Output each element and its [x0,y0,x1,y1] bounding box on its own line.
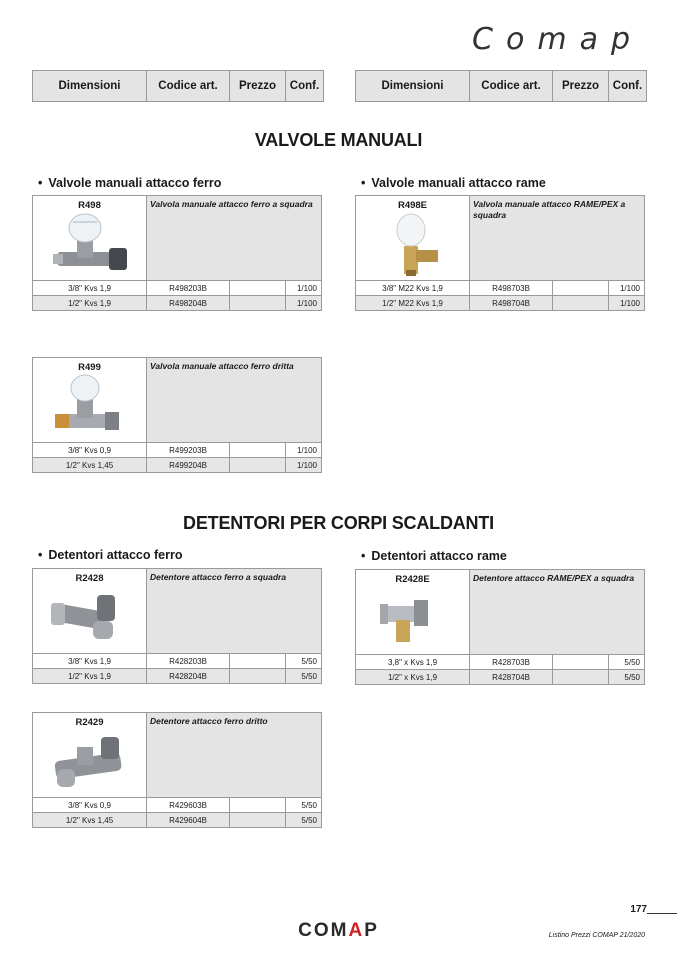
header-prezzo: Prezzo [553,71,609,101]
cell-conf: 5/50 [301,815,317,825]
cell-prezzo [230,443,286,457]
table-row [33,798,321,813]
cell-prezzo [553,281,609,295]
product-description: Detentore attacco RAME/PEX a squadra [470,570,644,654]
table-row [33,296,321,310]
cell-codice: R428204B [147,669,230,683]
section-title-detentori: DETENTORI PER CORPI SCALDANTI [183,513,494,533]
cell-codice: R429603B [147,798,230,812]
bullet-valvole-ferro: • Valvole manuali attacco ferro [38,176,222,190]
footer-note: Listino Prezzi COMAP 21/2020 [548,932,645,939]
product-code: R2429 [75,717,104,728]
page-number-rule [647,913,677,914]
table-row [356,655,644,670]
table-row [33,654,321,669]
cell-codice: R498704B [470,296,553,310]
cell-codice: R428704B [470,670,553,684]
table-row [33,813,321,827]
product-image-cell [33,713,147,797]
product-image-cell [33,569,147,653]
card-top [33,196,321,281]
card-top [33,713,321,798]
cell-dimensione: 1/2" Kvs 1,9 [33,296,147,310]
cell-codice: R428703B [470,655,553,669]
cell-dimensione: 3/8" Kvs 0,9 [33,798,147,812]
product-code: R498E [397,200,428,211]
product-card-r498e [355,195,645,311]
brand-header: Comap [472,22,643,57]
card-top [33,569,321,654]
product-card-r2429 [32,712,322,828]
cell-dimensione: 1/2" Kvs 1,45 [33,458,147,472]
table-row [356,281,644,296]
cell-conf: 1/100 [296,298,317,308]
cell-prezzo [230,296,286,310]
card-top [33,358,321,443]
cell-conf: 5/50 [301,656,317,666]
table-row [356,296,644,310]
product-image-cell [356,196,470,280]
section-title-valvole: VALVOLE MANUALI [254,130,423,150]
cell-conf: 5/50 [624,657,640,667]
cell-prezzo [230,654,286,668]
header-dimensioni: Dimensioni [356,71,470,101]
product-image-cell [356,570,470,654]
cell-codice: R498703B [470,281,553,295]
table-header-left [32,70,324,102]
cell-dimensione: 3/8" M22 Kvs 1,9 [356,281,470,295]
bullet-detentori-rame: • Detentori attacco rame [361,549,507,563]
cell-codice: R499203B [147,443,230,457]
cell-dimensione: 3,8" x Kvs 1,9 [356,655,470,669]
cell-prezzo [553,670,609,684]
product-image-cell [33,358,147,442]
product-image-cell [33,196,147,280]
cell-conf: 1/100 [296,460,317,470]
bullet-valvole-rame: • Valvole manuali attacco rame [361,176,546,190]
cell-prezzo [230,669,286,683]
cell-codice: R498204B [147,296,230,310]
header-conf: Conf. [289,80,320,92]
cell-conf: 1/100 [296,283,317,293]
cell-prezzo [230,813,286,827]
cell-codice: R429604B [147,813,230,827]
cell-conf: 1/100 [619,298,640,308]
product-code: R498 [78,200,101,211]
cell-prezzo [230,281,286,295]
cell-prezzo [553,655,609,669]
cell-prezzo [553,296,609,310]
product-description: Valvola manuale attacco ferro a squadra [147,196,321,280]
table-header-right [355,70,647,102]
product-code: R2428E [395,574,430,585]
table-row [33,458,321,472]
header-conf: Conf. [612,80,643,92]
cell-conf: 5/50 [301,800,317,810]
cell-conf: 1/100 [296,445,317,455]
product-description: Valvola manuale attacco ferro dritta [147,358,321,442]
cell-dimensione: 1/2" Kvs 1,45 [33,813,147,827]
product-card-r2428 [32,568,322,684]
table-row [33,443,321,458]
product-card-r499 [32,357,322,473]
table-row [356,670,644,684]
cell-dimensione: 3/8" Kvs 0,9 [33,443,147,457]
cell-codice: R428203B [147,654,230,668]
product-card-r498 [32,195,322,311]
product-card-r2428e [355,569,645,685]
cell-dimensione: 3/8" Kvs 1,9 [33,281,147,295]
cell-prezzo [230,798,286,812]
header-dimensioni: Dimensioni [33,71,147,101]
cell-dimensione: 1/2" M22 Kvs 1,9 [356,296,470,310]
cell-dimensione: 3/8" Kvs 1,9 [33,654,147,668]
cell-dimensione: 1/2" x Kvs 1,9 [356,670,470,684]
cell-codice: R499204B [147,458,230,472]
page-number: 177 [630,904,647,915]
cell-conf: 5/50 [301,671,317,681]
cell-codice: R498203B [147,281,230,295]
table-row [33,669,321,683]
product-description: Detentore attacco ferro dritto [147,713,321,797]
table-row [33,281,321,296]
cell-prezzo [230,458,286,472]
product-description: Valvola manuale attacco RAME/PEX a squadra [470,196,644,280]
product-code: R499 [78,362,101,373]
cell-dimensione: 1/2" Kvs 1,9 [33,669,147,683]
card-top [356,570,644,655]
product-code: R2428 [75,573,104,584]
cell-conf: 1/100 [619,283,640,293]
header-codice: Codice art. [147,71,230,101]
card-top [356,196,644,281]
header-codice: Codice art. [470,71,553,101]
cell-conf: 5/50 [624,672,640,682]
product-description: Detentore attacco ferro a squadra [147,569,321,653]
header-prezzo: Prezzo [230,71,286,101]
comap-logo: COMAP [298,920,379,941]
bullet-detentori-ferro: • Detentori attacco ferro [38,548,183,562]
